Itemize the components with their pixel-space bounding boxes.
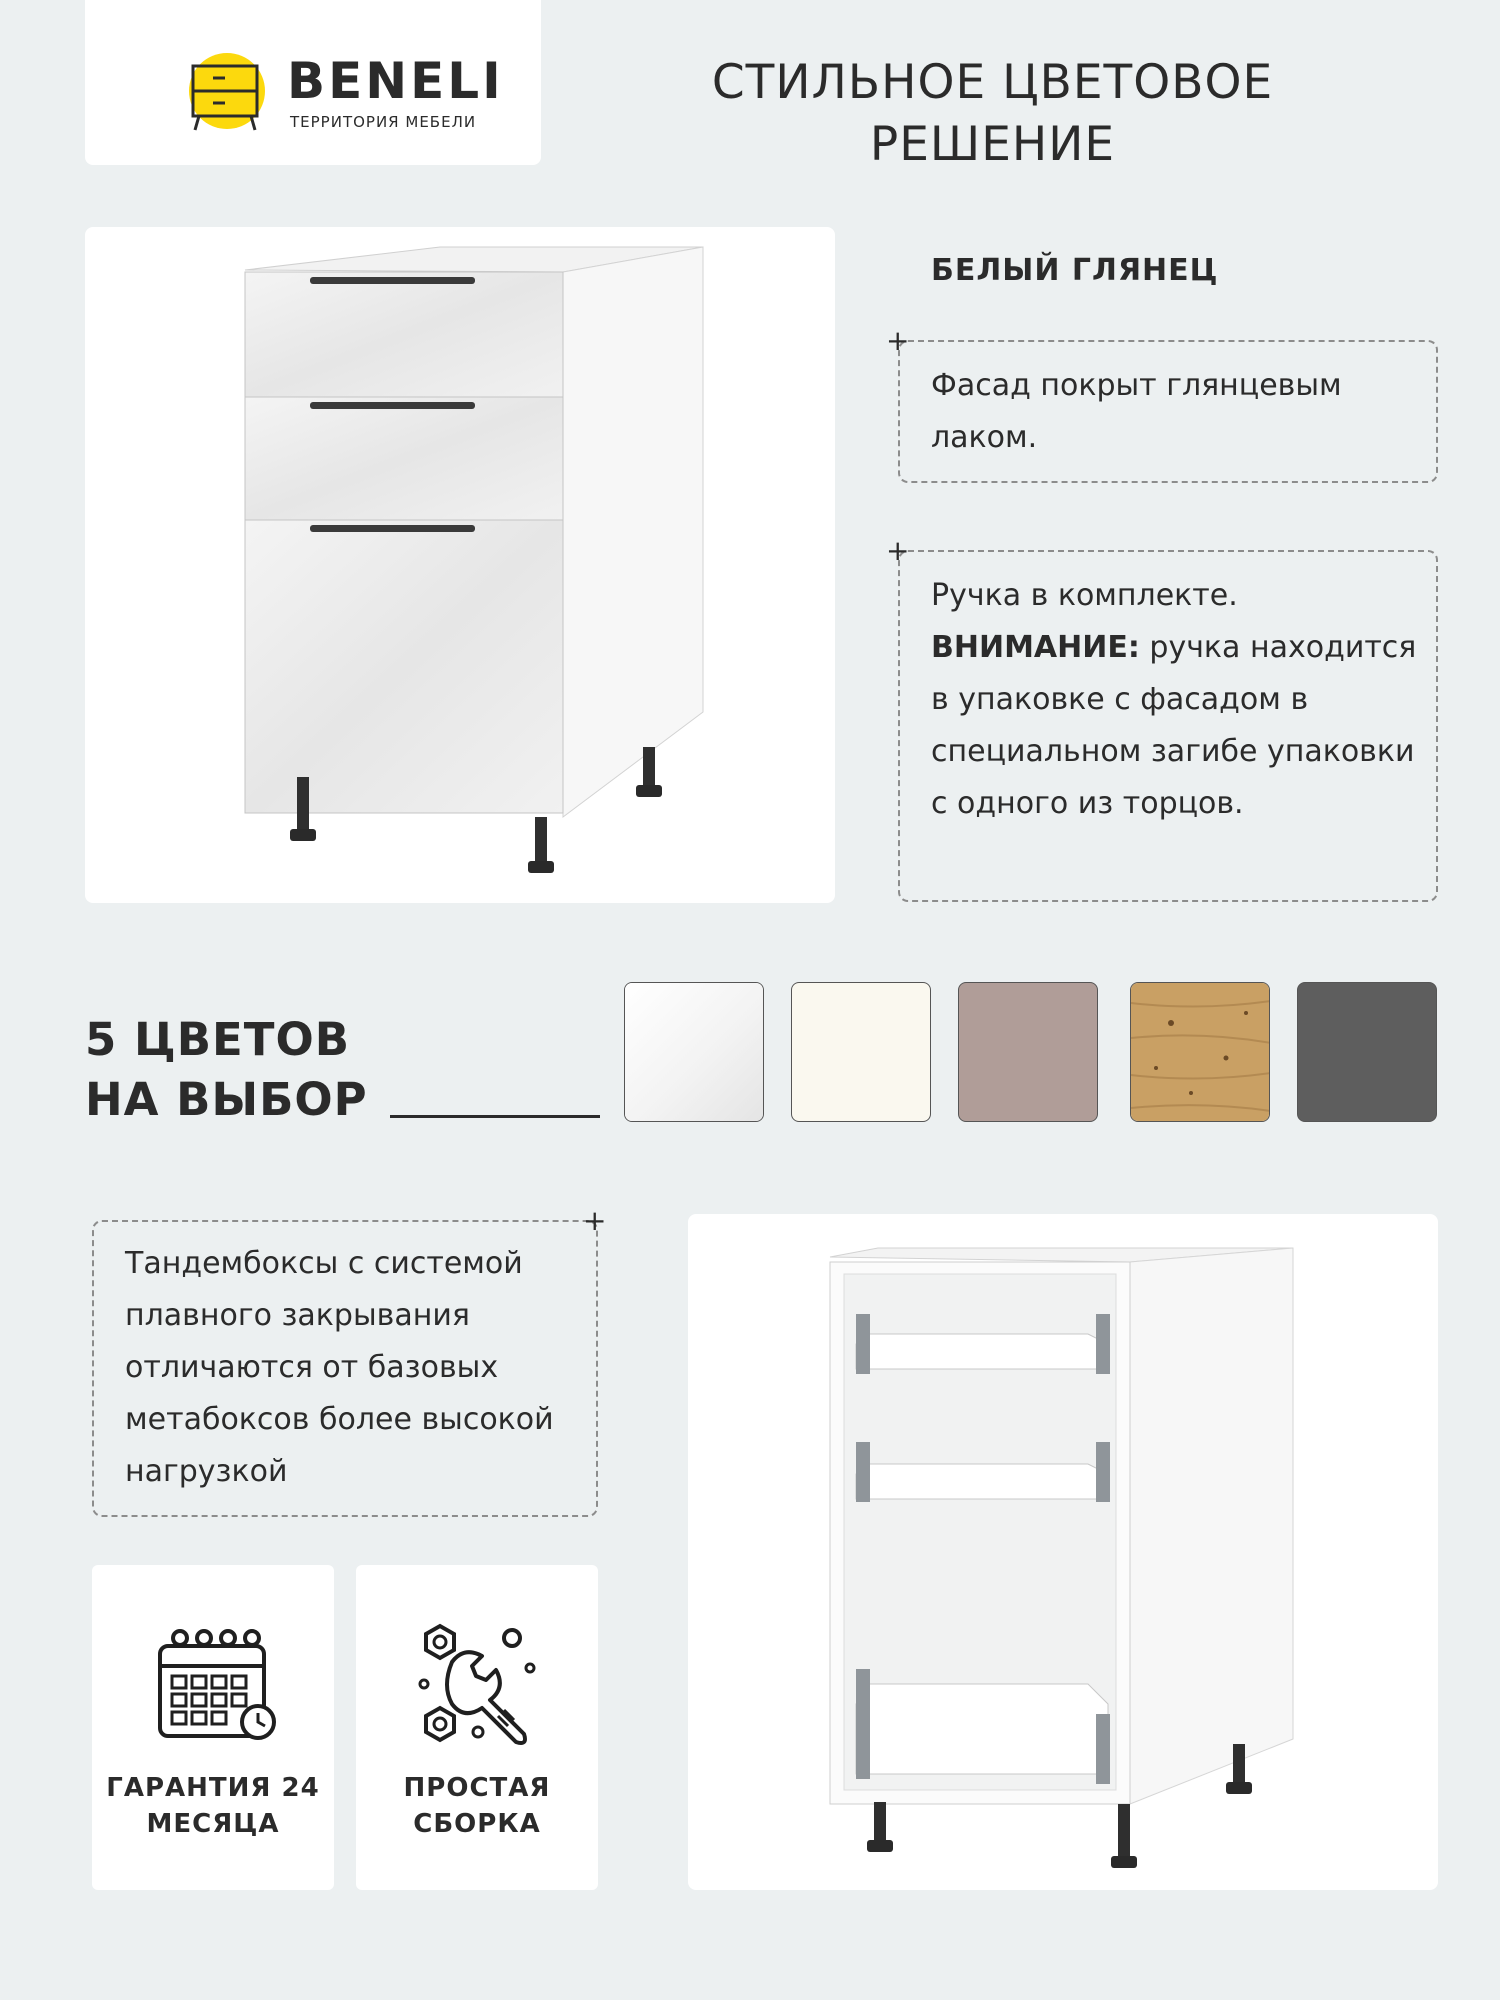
logo-chest-icon xyxy=(185,58,275,134)
feature-warranty-label: ГАРАНТИЯ 24 МЕСЯЦА xyxy=(106,1773,320,1839)
colors-heading xyxy=(85,1010,368,1130)
feature-assembly-card xyxy=(356,1565,598,1890)
tandem-description: Тандембоксы с системой плавного закрывания отличаются от базовых метабоксов более высокой нагрузкой xyxy=(125,1246,554,1489)
handle-warning-label: ВНИМАНИЕ: xyxy=(931,630,1140,665)
feature-assembly-label: ПРОСТАЯ СБОРКА xyxy=(403,1773,551,1839)
calendar-clock-icon xyxy=(148,1620,278,1750)
page-headline: СТИЛЬНОЕ ЦВЕТОВОЕ РЕШЕНИЕ xyxy=(711,55,1274,172)
plus-icon: + xyxy=(583,1204,607,1237)
swatch-cappuccino[interactable] xyxy=(958,982,1098,1122)
colors-heading-line2: НА ВЫБОР xyxy=(85,1073,368,1126)
colors-heading-line1: 5 ЦВЕТОВ xyxy=(85,1013,351,1066)
swatch-artisan-oak[interactable] xyxy=(1130,982,1270,1122)
handle-description xyxy=(931,570,1431,830)
logo-card xyxy=(85,0,541,165)
handle-intro: Ручка в комплекте. xyxy=(931,578,1238,613)
cabinet-tandembox-illustration xyxy=(688,1214,1438,1890)
glossy-description: Фасад покрыт глянцевым лаком. xyxy=(931,368,1342,455)
brand-tagline: ТЕРРИТОРИЯ МЕБЕЛИ xyxy=(290,113,477,131)
swatch-cream[interactable] xyxy=(791,982,931,1122)
cabinet-drawers-illustration xyxy=(85,227,835,903)
swatch-white-gloss[interactable] xyxy=(624,982,764,1122)
product-image-drawers xyxy=(85,227,835,903)
product-image-tandemboxes xyxy=(688,1214,1438,1890)
feature-warranty-card xyxy=(92,1565,334,1890)
plus-icon: + xyxy=(886,324,910,357)
wrench-bolts-icon xyxy=(412,1620,552,1760)
brand-name: BENELI xyxy=(287,52,504,110)
swatch-graphite[interactable] xyxy=(1297,982,1437,1122)
heading-underline xyxy=(390,1115,600,1118)
plus-icon: + xyxy=(886,534,910,567)
handle-warning-text: ручка находится в упаковке с фасадом в специальном загибе упаковки с одного из торцов. xyxy=(931,630,1417,821)
color-name-label: БЕЛЫЙ ГЛЯНЕЦ xyxy=(931,253,1219,288)
